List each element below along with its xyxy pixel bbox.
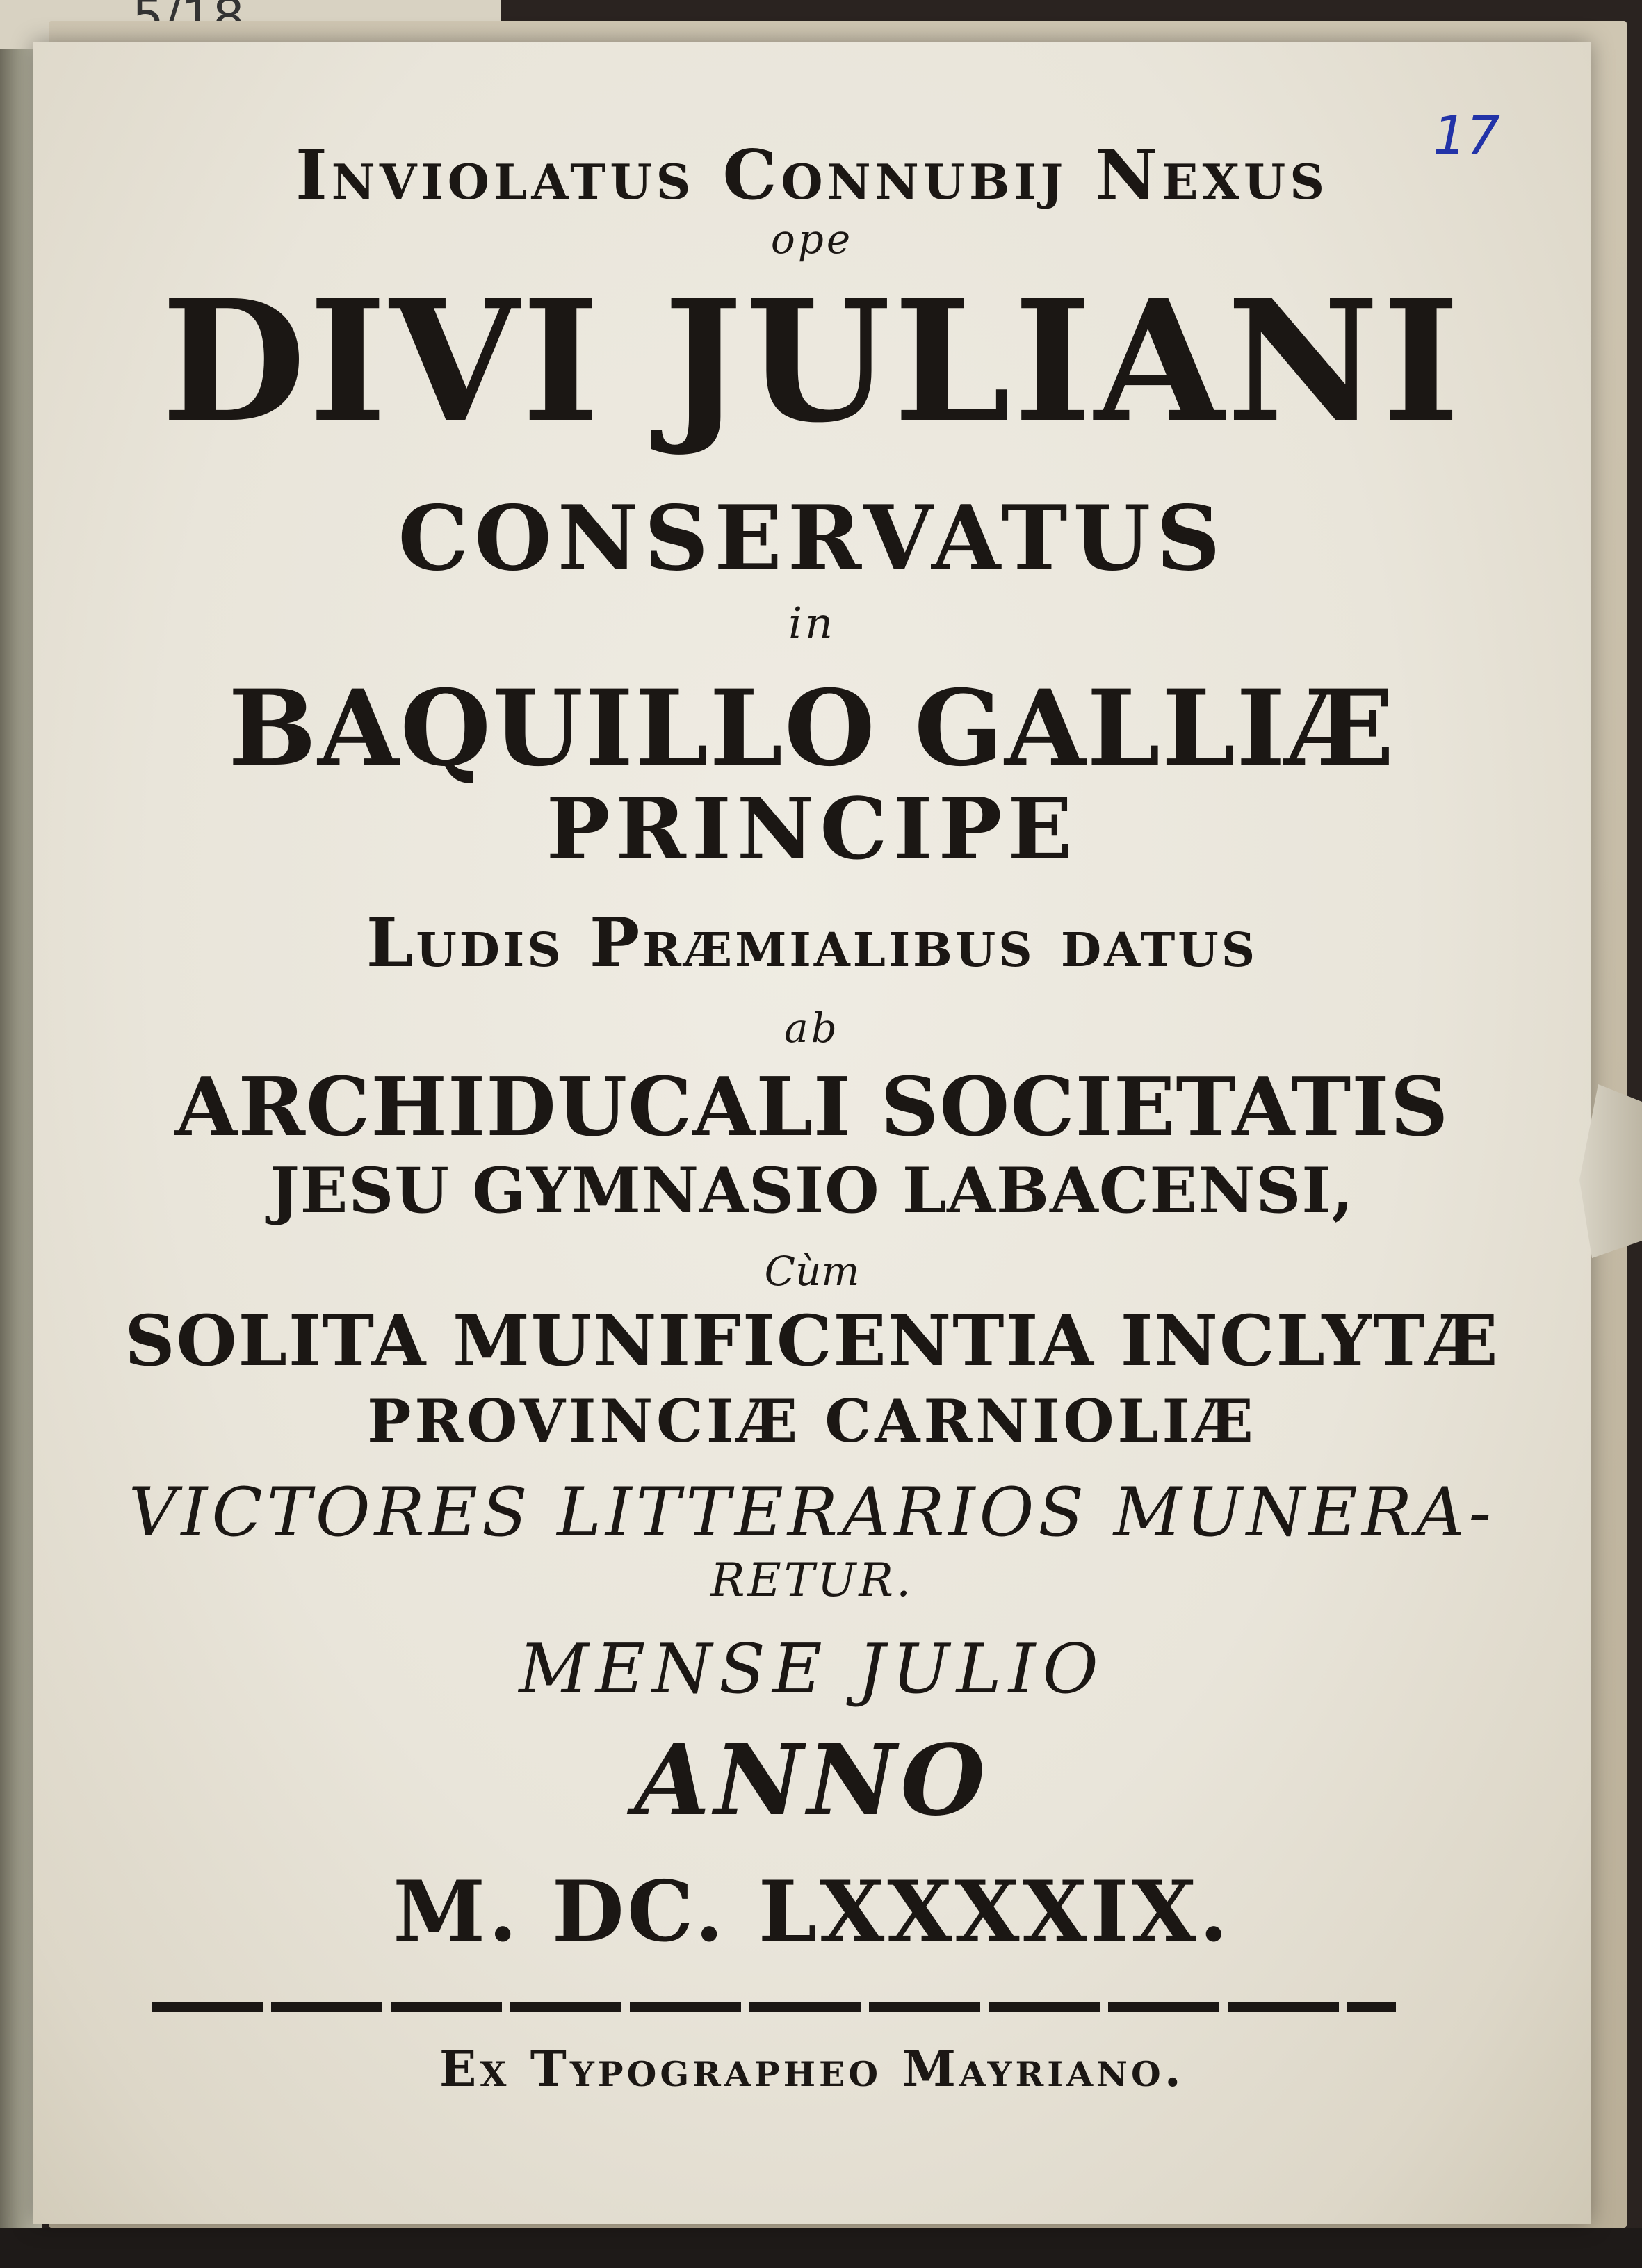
title-line-18: ANNO xyxy=(634,1724,990,1838)
title-line-3: DIVI JULIANI xyxy=(161,263,1463,459)
title-line-16: RETUR. xyxy=(710,1553,914,1607)
title-line-13: SOLITA MUNIFICENTIA INCLYTÆ xyxy=(124,1300,1499,1382)
title-line-4: CONSERVATUS xyxy=(398,487,1226,591)
decorative-rule xyxy=(152,2002,1396,2012)
title-line-5: in xyxy=(788,598,836,648)
title-line-7: PRINCIPE xyxy=(546,778,1078,879)
title-line-9: ab xyxy=(784,1004,840,1052)
folio-number: 17 xyxy=(1433,104,1500,166)
title-line-10: ARCHIDUCALI SOCIETATIS xyxy=(174,1060,1449,1155)
title-line-12: Cùm xyxy=(764,1248,860,1295)
title-line-8: Ludis Præmialibus datus xyxy=(366,904,1258,982)
title-line-6: BAQUILLO GALLIÆ xyxy=(228,667,1396,790)
imprint: Ex Typographeo Mayriano. xyxy=(439,2040,1185,2098)
title-line-14: PROVINCIÆ CARNIOLIÆ xyxy=(367,1387,1257,1455)
title-line-11: JESU GYMNASIO LABACENSI, xyxy=(270,1154,1354,1227)
title-page xyxy=(33,42,1591,2224)
title-line-2: ope xyxy=(770,215,854,263)
title-line-15: VICTORES LITTERARIOS MUNERA- xyxy=(129,1474,1495,1551)
title-line-19: M. DC. LXXXXIX. xyxy=(393,1863,1231,1961)
title-line-17: MENSE JULIO xyxy=(519,1630,1105,1709)
title-line-1: Inviolatus Connubij Nexus xyxy=(295,136,1329,215)
bottom-background xyxy=(0,2228,1642,2268)
